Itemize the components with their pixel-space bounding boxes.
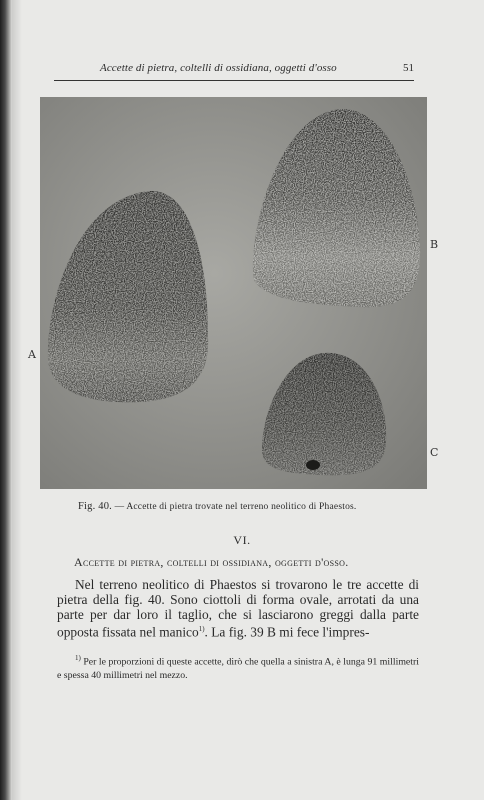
running-head: Accette di pietra, coltelli di ossidiana, oggetti d'osso (100, 62, 337, 74)
page-gutter-shadow (12, 0, 22, 800)
header-rule (54, 80, 414, 81)
book-spine-shadow (0, 0, 12, 800)
figure-photograph (40, 97, 427, 489)
page-number: 51 (403, 62, 414, 74)
footnote-reference: 1) (198, 625, 205, 633)
footnote-marker: 1) (75, 654, 81, 662)
figure-label-a: A (28, 348, 36, 361)
figure-label-c: C (430, 446, 439, 459)
body-paragraph (57, 577, 419, 639)
figure-label-b: B (430, 238, 439, 251)
section-number: VI. (233, 533, 251, 547)
body-text-continuation: . La fig. 39 B mi fece l'impres- (204, 624, 370, 640)
body-text-main: Nel terreno neolitico di Phaestos si trovarono le tre accette di pietra della fig. 40. Sono ciottoli di forma ovale, arrotati da una parte per dar loro il taglio, che si lasciarono greggi dalla parte opposta fissata nel manico (57, 577, 419, 640)
figure-caption (78, 501, 418, 512)
figure-number: Fig. 40. (78, 501, 112, 512)
footnote-text: Per le proporzioni di queste accette, dirò che quella a sinistra A, è lunga 91 millimetri e spessa 40 millimetri nel mezzo. (57, 656, 419, 682)
stone-axes-photo (40, 97, 427, 489)
section-title: Accette di pietra, coltelli di ossidiana, oggetti d'osso. (74, 555, 349, 569)
caption-text: Accette di pietra trovate nel terreno neolitico di Phaestos. (126, 502, 357, 512)
footnote (57, 651, 419, 683)
caption-dash: — (114, 502, 125, 512)
